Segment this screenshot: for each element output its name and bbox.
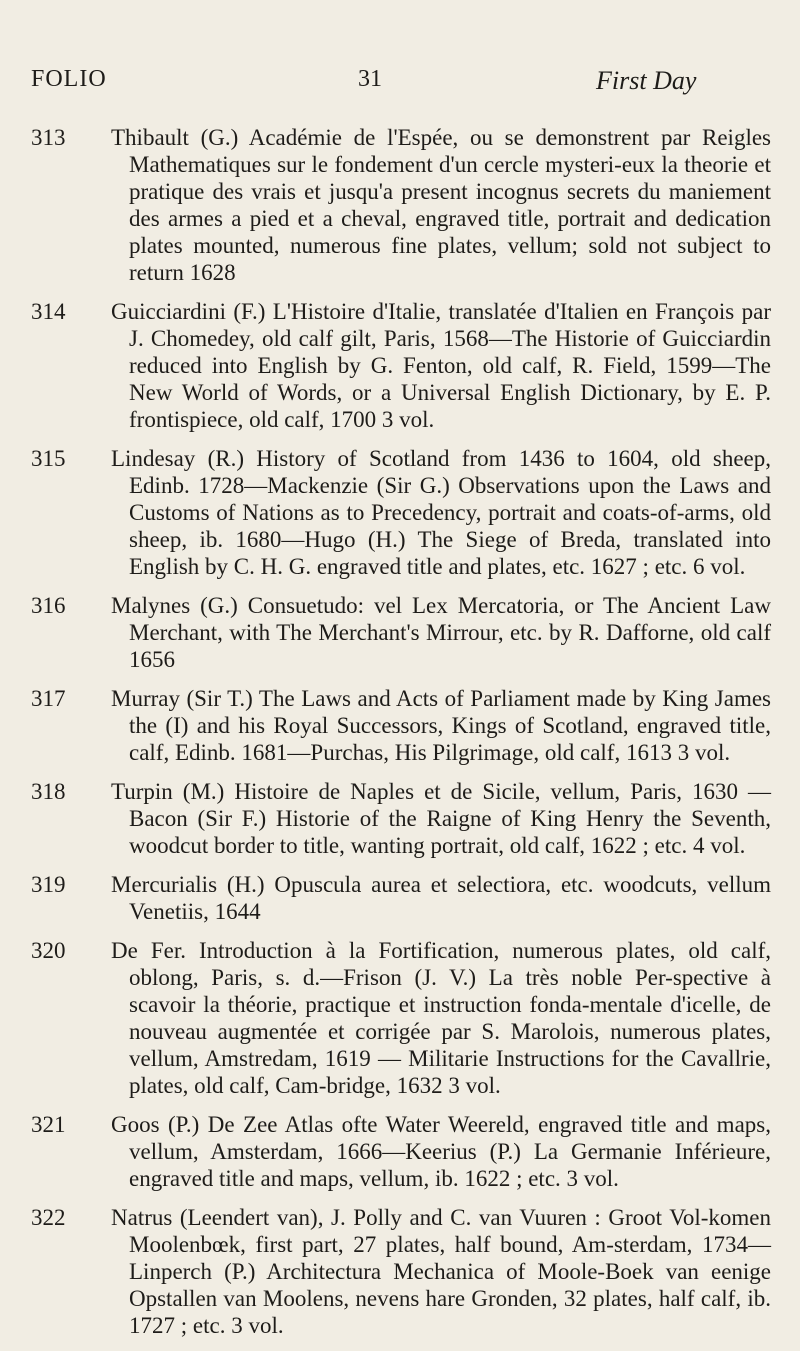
lot-entry-316 xyxy=(0,592,800,673)
lot-description: Lindesay (R.) History of Scotland from 1436 to 1604, old sheep, Edinb. 1728—Mackenzie (Sir G.) Observations upon the Laws and Customs of Nations as to Precedency, portrait and coats-of-arms, old sheep, ib. 1680—Hugo (H.) The Siege of Breda, translated into English by C. H. G. engraved title and plates, etc. 1627 ; etc. 6 vol. xyxy=(111,446,771,579)
lot-description: Mercurialis (H.) Opuscula aurea et selectiora, etc. woodcuts, vellum Venetiis, 1644 xyxy=(111,872,771,924)
lot-number: 322 xyxy=(31,1205,66,1230)
lot-number: 319 xyxy=(31,872,66,897)
lot-number: 316 xyxy=(31,593,66,618)
lot-entry-318 xyxy=(0,778,800,859)
lot-description: Turpin (M.) Histoire de Naples et de Sicile, vellum, Paris, 1630 —Bacon (Sir F.) Historie of the Raigne of King Henry the Seventh, woodcut border to title, wanting portrait, old calf, 1622 ; etc. 4 vol. xyxy=(111,779,771,858)
lot-list xyxy=(0,124,800,1351)
page-number: 31 xyxy=(358,66,382,92)
lot-number: 321 xyxy=(31,1112,66,1137)
day-label: First Day xyxy=(596,66,697,95)
lot-description: Goos (P.) De Zee Atlas ofte Water Weereld, engraved title and maps, vellum, Amsterdam, 1666—Keerius (P.) La Germanie Inférieure, engraved title and maps, vellum, ib. 1622 ; etc. 3 vol. xyxy=(111,1112,771,1191)
lot-entry-315 xyxy=(0,445,800,580)
lot-description: Malynes (G.) Consuetudo: vel Lex Mercatoria, or The Ancient Law Merchant, with The Merchant's Mirrour, etc. by R. Dafforne, old calf 1656 xyxy=(111,593,771,672)
lot-description: Thibault (G.) Académie de l'Espée, ou se demonstrent par Reigles Mathematiques sur le fondement d'un cercle mysteri-eux la theorie et pratique des vrais et jusqu'a present incognus secrets du maniement des armes a pied et a cheval, engraved title, portrait and dedication plates mounted, numerous fine plates, vellum; sold not subject to return 1628 xyxy=(111,125,771,285)
lot-number: 317 xyxy=(31,686,66,711)
lot-entry-314 xyxy=(0,298,800,433)
lot-description: Murray (Sir T.) The Laws and Acts of Parliament made by King James the (I) and his Royal Successors, Kings of Scotland, engraved title, calf, Edinb. 1681—Purchas, His Pilgrimage, old calf, 1613 3 vol. xyxy=(111,686,771,765)
section-label: FOLIO xyxy=(31,66,107,92)
lot-description: De Fer. Introduction à la Fortification, numerous plates, old calf, oblong, Paris, s. d.—Frison (J. V.) La très noble Per-spective à scavoir la théorie, practique et instruction fonda-mentale d'icelle, de nouveau augmentée et corrigée par S. Marolois, numerous plates, vellum, Amstredam, 1619 — Militarie Instructions for the Cavallrie, plates, old calf, Cam-bridge, 1632 3 vol. xyxy=(111,938,771,1098)
lot-number: 318 xyxy=(31,779,66,804)
lot-number: 315 xyxy=(31,446,66,471)
lot-number: 313 xyxy=(31,125,66,150)
lot-entry-322 xyxy=(0,1204,800,1339)
lot-entry-319 xyxy=(0,871,800,925)
lot-description: Guicciardini (F.) L'Histoire d'Italie, translatée d'Italien en François par J. Chomedey, old calf gilt, Paris, 1568—The Historie of Guicciardin reduced into English by G. Fenton, old calf, R. Field, 1599—The New World of Words, or a Universal English Dictionary, by E. P. frontispiece, old calf, 1700 3 vol. xyxy=(111,299,771,432)
lot-number: 320 xyxy=(31,938,66,963)
lot-entry-313 xyxy=(0,124,800,286)
lot-number: 314 xyxy=(31,299,66,324)
lot-entry-320 xyxy=(0,937,800,1099)
page-header xyxy=(0,66,800,106)
lot-description: Natrus (Leendert van), J. Polly and C. van Vuuren : Groot Vol-komen Moolenbœk, first part, 27 plates, half bound, Am-sterdam, 1734—Linperch (P.) Architectura Mechanica of Moole-Boek van eenige Opstallen van Moolens, nevens hare Gronden, 32 plates, half calf, ib. 1727 ; etc. 3 vol. xyxy=(111,1205,771,1338)
lot-entry-317 xyxy=(0,685,800,766)
lot-entry-321 xyxy=(0,1111,800,1192)
